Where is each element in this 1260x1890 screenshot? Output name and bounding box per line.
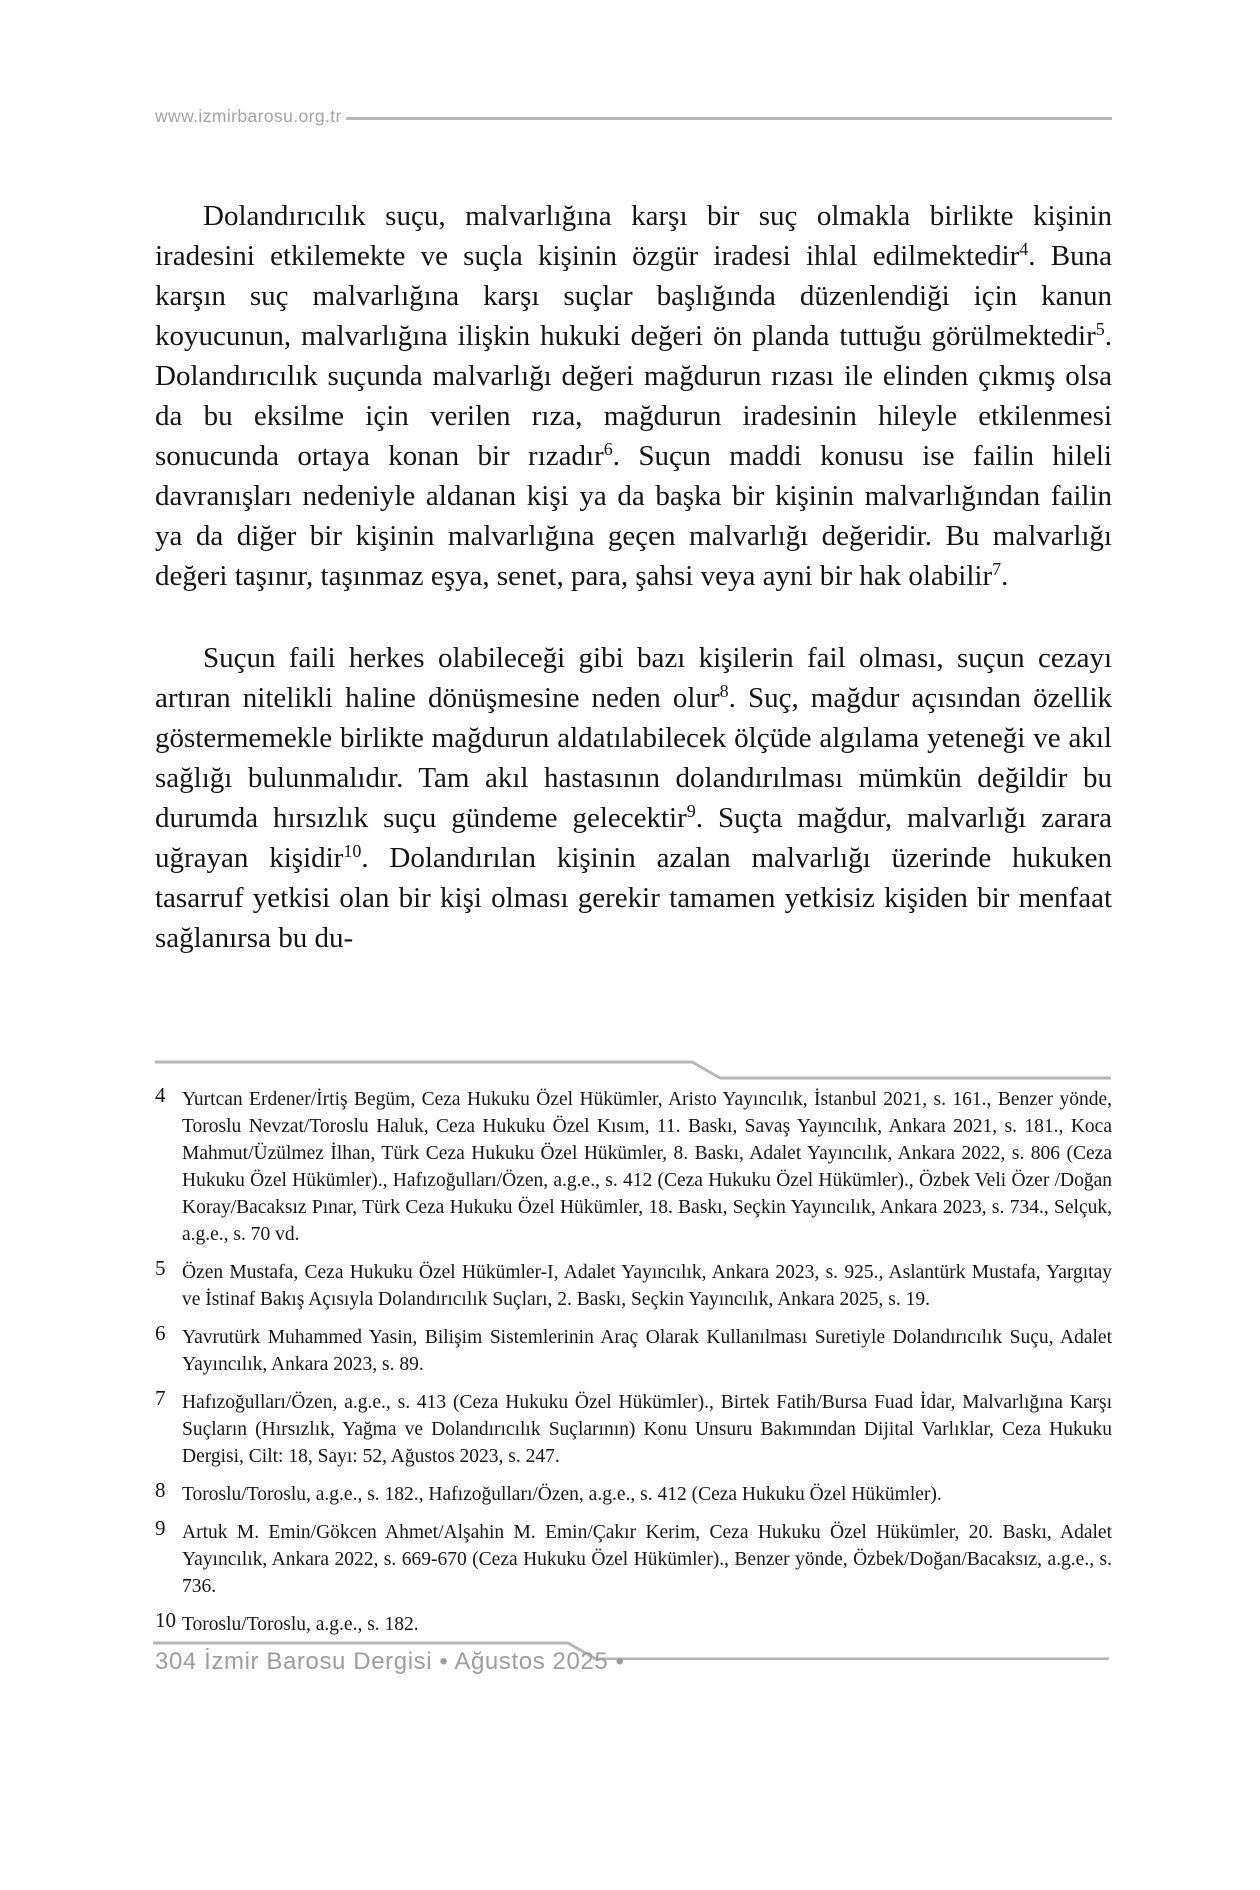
footnote-ref: 8 [719,681,729,702]
footnote-text: Toroslu/Toroslu, a.g.e., s. 182. [182,1614,419,1635]
footnote-text: Artuk M. Emin/Gökcen Ahmet/Alşahin M. Emin/Çakır Kerim, Ceza Hukuku Özel Hükümler, 20. Baskı, Adalet Yayıncılık, Ankara 2022, s. 669-670 (Ceza Hukuku Özel Hükümler)., Benzer yönde, Özbek/Doğan/Bacaksız, a.g.e., s. 736. [182,1522,1112,1597]
footnote-number: 7 [155,1386,166,1410]
body-paragraphs [155,196,1112,1000]
footnote-ref: 4 [1019,239,1029,260]
footer-journal-label: 304 İzmir Barosu Dergisi • Ağustos 2025 • [155,1648,625,1675]
header-rule [346,117,1112,120]
footnote [155,1478,1112,1508]
body-paragraph: Suçun faili herkes olabileceği gibi bazı kişilerin fail olması, suçun cezayı artıran nitelikli haline dönüşmesine neden olur$^8$. Suç, mağdur açısından özellik göstermemekle birlikte mağdurun aldatılabilecek ölçüde algılama yeteneği ve akıl sağlığı bulunmalıdır. Tam akıl hastasının dolandırılması mümkün değildir bu durumda hırsızlık suçu gündeme gelecektir$^9$. Suçta mağdur, malvarlığı zarara uğrayan kişidir$^{10}$. Dolandırılan kişinin azalan malvarlığı üzerinde hukuken tasarruf yetkisi olan bir kişi olması gerekir tamamen yetkisiz kişiden bir menfaat sağlanırsa bu du- [155,642,1112,954]
footnotes-list [155,1083,1112,1649]
footnote-ref: 9 [686,801,696,822]
footnote-text: Yavrutürk Muhammed Yasin, Bilişim Sistemlerinin Araç Olarak Kullanılması Suretiyle Dolandırıcılık Suçu, Adalet Yayıncılık, Ankara 2023, s. 89. [182,1327,1112,1375]
page-header [155,106,1112,127]
footnote-text: Yurtcan Erdener/İrtiş Begüm, Ceza Hukuku Özel Hükümler, Aristo Yayıncılık, İstanbul 2021, s. 161., Benzer yönde, Toroslu Nevzat/Toroslu Haluk, Ceza Hukuku Özel Kısım, 11. Baskı, Savaş Yayıncılık, Ankara 2021, s. 181., Koca Mahmut/Üzülmez İlhan, Türk Ceza Hukuku Özel Hükümler, 8. Baskı, Adalet Yayıncılık, Ankara 2022, s. 806 (Ceza Hukuku Özel Hükümler)., Hafızoğulları/Özen, a.g.e., s. 412 (Ceza Hukuku Özel Hükümler)., Özbek Veli Özer /Doğan Koray/Bacaksız Pınar, Türk Ceza Hukuku Özel Hükümler, 18. Baskı, Seçkin Yayıncılık, Ankara 2023, s. 734., Selçuk, a.g.e., s. 70 vd. [182,1089,1112,1245]
footnote-text: Hafızoğulları/Özen, a.g.e., s. 413 (Ceza Hukuku Özel Hükümler)., Birtek Fatih/Bursa Fuad İdar, Malvarlığına Karşı Suçların (Hırsızlık, Yağma ve Dolandırıcılık Suçlarının) Konu Unsuru Bakımından Dijital Varlıklar, Ceza Hukuku Dergisi, Cilt: 18, Sayı: 52, Ağustos 2023, s. 247. [182,1392,1112,1467]
footnote [155,1083,1112,1248]
footnote [155,1516,1112,1600]
footnote-ref: 5 [1095,319,1105,340]
header-url: www.izmirbarosu.org.tr [155,106,342,126]
footnote-number: 4 [155,1083,166,1107]
footnote-number: 8 [155,1478,166,1502]
footnote-number: 5 [155,1256,166,1280]
page-footer [150,1634,1112,1694]
footnote-text: Toroslu/Toroslu, a.g.e., s. 182., Hafızoğulları/Özen, a.g.e., s. 412 (Ceza Hukuku Özel Hükümler). [182,1484,942,1505]
footnote [155,1321,1112,1378]
footnote [155,1386,1112,1470]
footnote-separator [152,1054,1114,1080]
footnote-number: 6 [155,1321,166,1345]
body-paragraph: Dolandırıcılık suçu, malvarlığına karşı bir suç olmakla birlikte kişinin iradesini etkilemekte ve suçla kişinin özgür iradesi ihlal edilmektedir$^4$. Buna karşın suç malvarlığına karşı suçlar başlığında düzenlendiği için kanun koyucunun, malvarlığına ilişkin hukuki değeri ön planda tuttuğu görülmektedir$^5$. Dolandırıcılık suçunda malvarlığı değeri mağdurun rızası ile elinden çıkmış olsa da bu eksilme için verilen rıza, mağdurun iradesinin hileyle etkilenmesi sonucunda ortaya konan bir rızadır$^6$. Suçun maddi konusu ise failin hileli davranışları nedeniyle aldanan kişi ya da başka bir kişinin malvarlığından failin ya da diğer bir kişinin malvarlığına geçen malvarlığı değeridir. Bu malvarlığı değeri taşınır, taşınmaz eşya, senet, para, şahsi veya ayni bir hak olabilir$^7$. [155,200,1112,592]
footnote [155,1256,1112,1313]
footnote-ref: 6 [603,439,613,460]
footnote-number: 9 [155,1516,166,1540]
footnote-number: 10 [155,1608,176,1632]
footnote-text: Özen Mustafa, Ceza Hukuku Özel Hükümler-I, Adalet Yayıncılık, Ankara 2023, s. 925., Aslantürk Mustafa, Yargıtay ve İstinaf Bakış Açısıyla Dolandırıcılık Suçları, 2. Baskı, Seçkin Yayıncılık, Ankara 2025, s. 19. [182,1262,1112,1310]
footnote-ref: 7 [992,559,1002,580]
footnote-ref: 10 [343,841,362,862]
